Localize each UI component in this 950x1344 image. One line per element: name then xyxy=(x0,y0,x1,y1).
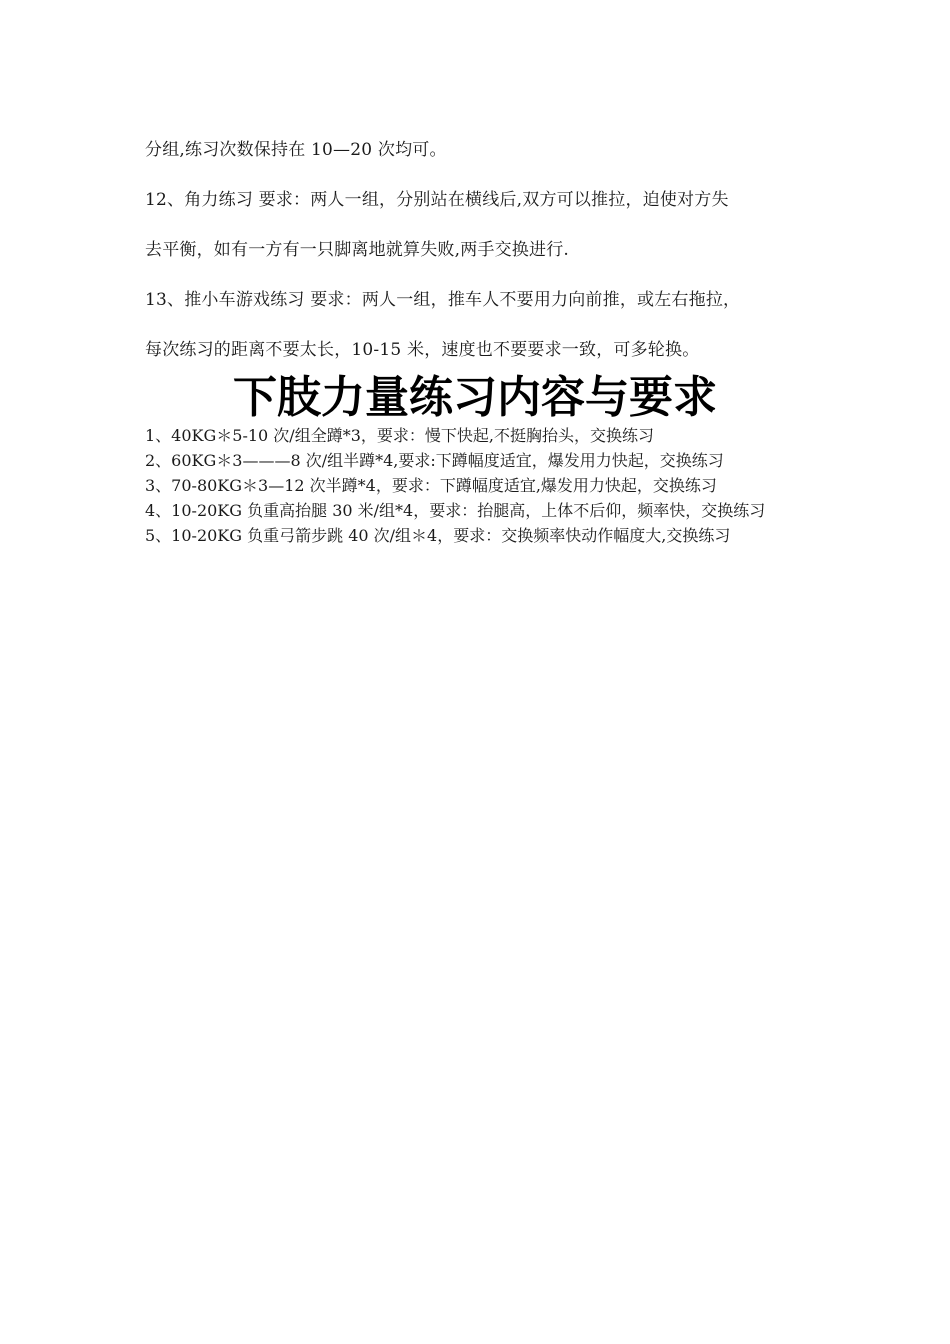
paragraph-line: 去平衡，如有一方有一只脚离地就算失败,两手交换进行. xyxy=(145,240,570,260)
paragraph-line: 13、推小车游戏练习 要求：两人一组，推车人不要用力向前推，或左右拖拉， xyxy=(145,290,741,310)
section-heading: 下肢力量练习内容与要求 xyxy=(233,372,717,423)
list-item: 2、60KG＊3———8 次/组半蹲*4,要求:下蹲幅度适宜，爆发用力快起，交换练习 xyxy=(145,451,724,470)
paragraph-line: 分组,练习次数保持在 10—20 次均可。 xyxy=(145,140,447,160)
list-item: 1、40KG＊5-10 次/组全蹲*3，要求：慢下快起,不挺胸抬头，交换练习 xyxy=(145,426,654,445)
list-item: 5、10-20KG 负重弓箭步跳 40 次/组＊4，要求：交换频率快动作幅度大,交换练习 xyxy=(145,526,731,545)
exercise-list xyxy=(145,424,810,549)
list-item: 3、70-80KG＊3—12 次半蹲*4，要求：下蹲幅度适宜,爆发用力快起，交换练习 xyxy=(145,476,717,495)
list-item: 4、10-20KG 负重高抬腿 30 米/组*4，要求：抬腿高，上体不后仰，频率快，交换练习 xyxy=(145,501,766,520)
paragraph-line: 12、角力练习 要求：两人一组，分别站在横线后,双方可以推拉，迫使对方失 xyxy=(145,190,729,210)
paragraph-line: 每次练习的距离不要太长，10-15 米，速度也不要要求一致，可多轮换。 xyxy=(145,340,700,360)
